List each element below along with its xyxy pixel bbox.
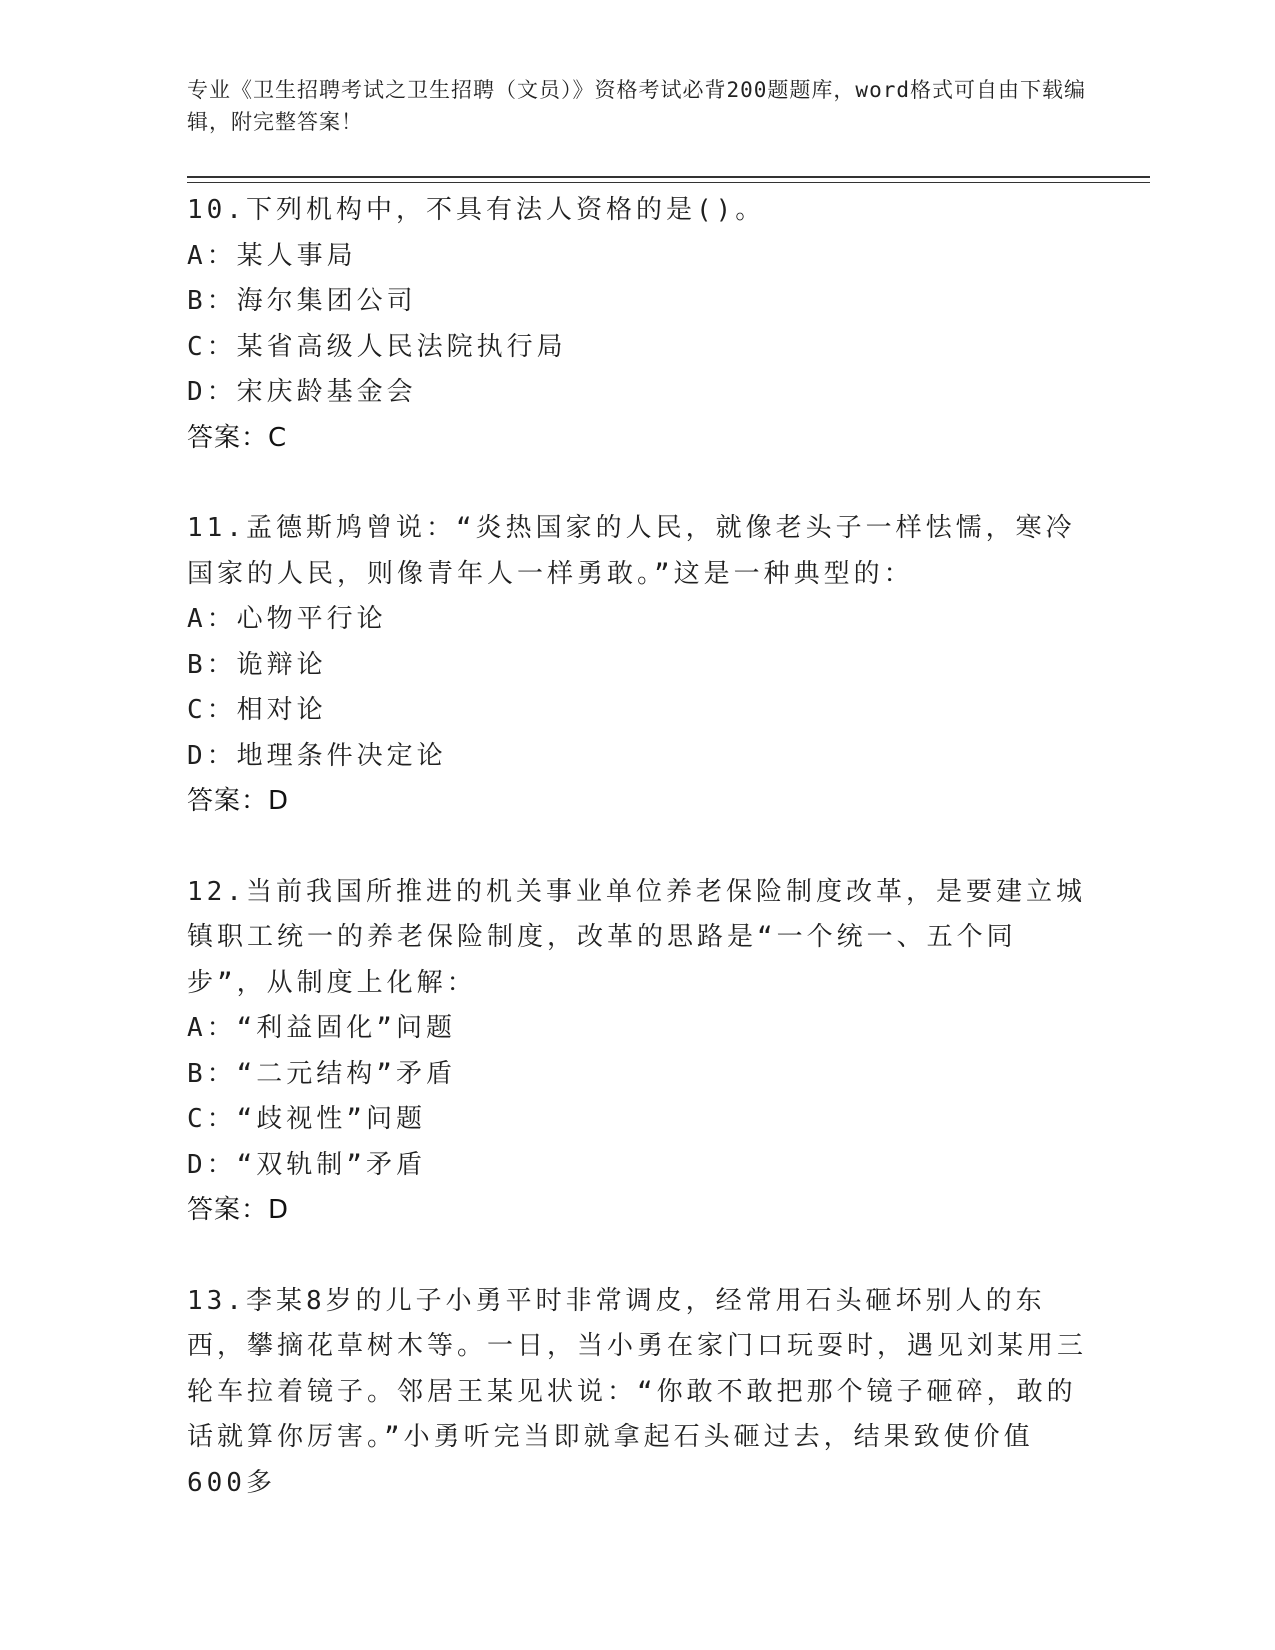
option-c: C：“歧视性”问题 (187, 1104, 426, 1134)
option-a: A：某人事局 (187, 240, 357, 271)
header-divider-thick (187, 176, 1150, 178)
option-d: D：地理条件决定论 (187, 740, 447, 771)
question-list (187, 188, 1087, 1551)
question-12 (187, 870, 1087, 1234)
option-c: C：某省高级人民法院执行局 (187, 331, 567, 362)
header-divider-thin (187, 182, 1150, 183)
question-11 (187, 506, 1087, 825)
option-b: B：“二元结构”矛盾 (187, 1058, 456, 1089)
document-header (187, 74, 1087, 138)
answer-line: 答案：D (187, 786, 290, 816)
option-a: A：“利益固化”问题 (187, 1013, 456, 1043)
option-c: C：相对论 (187, 695, 327, 725)
option-d: D：宋庆龄基金会 (187, 377, 417, 407)
answer-line: 答案：C (187, 422, 288, 453)
header-text: 专业《卫生招聘考试之卫生招聘（文员）》资格考试必背200题题库，word格式可自由下载编辑，附完整答案！ (187, 78, 1086, 134)
option-a: A：心物平行论 (187, 604, 387, 634)
question-stem: 10.下列机构中，不具有法人资格的是()。 (187, 195, 766, 225)
option-b: B：海尔集团公司 (187, 286, 417, 316)
question-10 (187, 188, 1087, 461)
answer-line: 答案：D (187, 1195, 290, 1225)
question-stem: 13.李某8岁的儿子小勇平时非常调皮，经常用石头砸坏别人的东西，攀摘花草树木等。一日，当小勇在家门口玩耍时，遇见刘某用三轮车拉着镜子。邻居王某见状说：“你敢不敢把那个镜子砸碎，敢的话就算你厉害。”小勇听完当即就拿起石头砸过去，结果致使价值600多 (187, 1285, 1088, 1498)
option-b: B：诡辩论 (187, 649, 327, 680)
question-stem: 12.当前我国所推进的机关事业单位养老保险制度改革，是要建立城镇职工统一的养老保险制度，改革的思路是“一个统一、五个同步”，从制度上化解： (187, 876, 1086, 998)
question-stem: 11.孟德斯鸠曾说：“炎热国家的人民，就像老头子一样怯懦，寒冷国家的人民，则像青年人一样勇敢。”这是一种典型的： (187, 513, 1076, 589)
question-13 (187, 1279, 1087, 1507)
option-d: D：“双轨制”矛盾 (187, 1149, 426, 1180)
